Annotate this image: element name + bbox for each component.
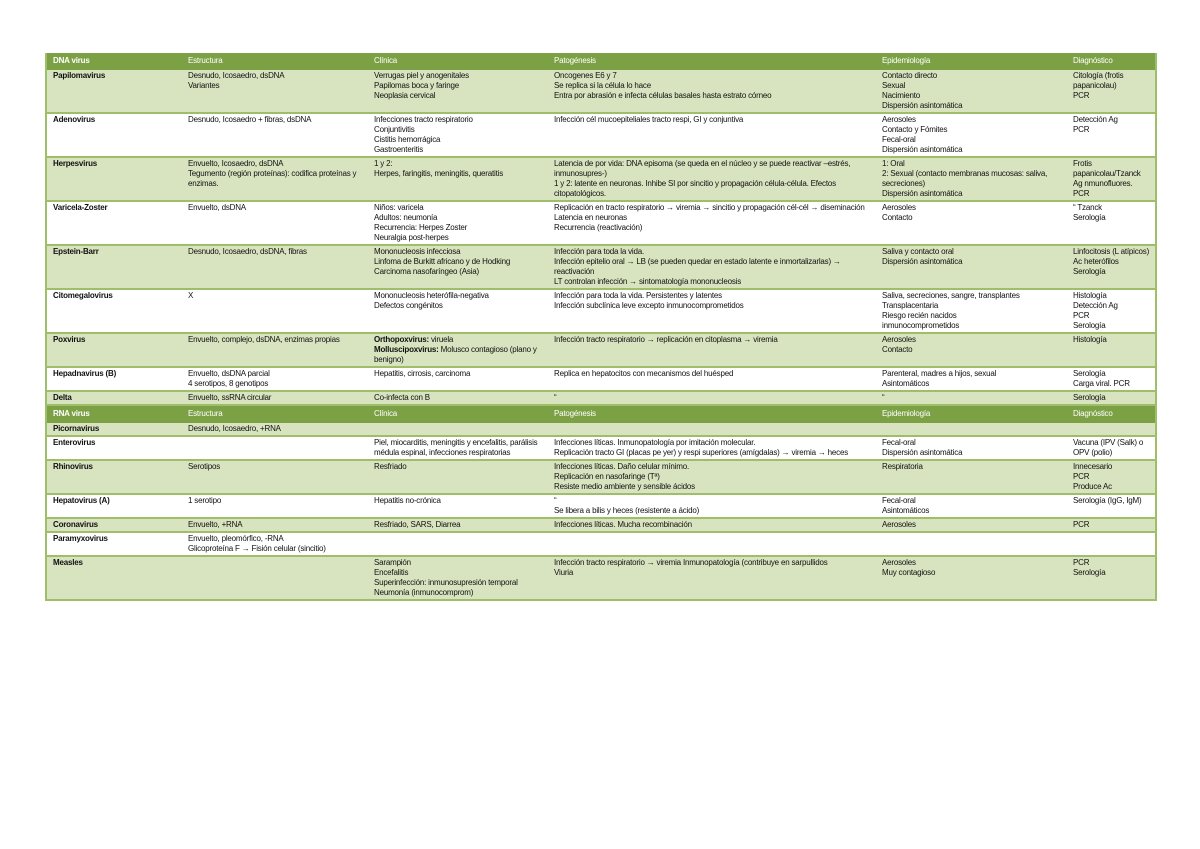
patogenesis-cell	[548, 532, 876, 556]
cell-line: Recurrencia: Herpes Zoster	[374, 223, 468, 232]
cell-line: Resiste medio ambiente y sensible ácidos	[554, 482, 695, 491]
epidemiologia-cell	[876, 333, 1067, 367]
cell-line: Envuelto, +RNA	[188, 520, 243, 529]
cell-line: PCR	[1073, 472, 1090, 481]
estructura-cell	[182, 391, 368, 405]
cell-line: Mononucleosis heterófila-negativa	[374, 291, 489, 300]
cell-line: Linfoma de Burkitt africano y de Hodking	[374, 257, 511, 266]
cell-line: Carga viral. PCR	[1073, 379, 1130, 388]
cell-line: Asintomáticos	[882, 379, 930, 388]
cell-line: Serología (IgG, IgM)	[1073, 496, 1142, 505]
cell-line: Contacto	[882, 213, 913, 222]
diagnostico-cell	[1067, 460, 1156, 494]
cell-line: Envuelto, complejo, dsDNA, enzimas propias	[188, 335, 340, 344]
table-row	[46, 532, 1156, 556]
cell-line: Detección Ag	[1073, 301, 1118, 310]
cell-line: Detección Ag	[1073, 115, 1118, 124]
cell-line: Muy contagioso	[882, 568, 936, 577]
cell-line: Serología	[1073, 393, 1106, 402]
epidemiologia-cell	[876, 245, 1067, 289]
cell-line: Envuelto, dsDNA parcial	[188, 369, 270, 378]
cell-line: Transplacentaria	[882, 301, 939, 310]
table-row	[46, 518, 1156, 532]
cell-line: Se replica si la célula lo hace	[554, 81, 651, 90]
cell-line: “ Tzanck	[1073, 203, 1102, 212]
cell-line: Resfriado, SARS, Diarrea	[374, 520, 461, 529]
dna-header-row	[46, 53, 1156, 70]
cell-line: Contacto y Fómites	[882, 125, 948, 134]
cell-line: Oncogenes E6 y 7	[554, 71, 617, 80]
patogenesis-cell	[548, 245, 876, 289]
estructura-cell	[182, 423, 368, 436]
cell-line: “	[554, 393, 557, 402]
diagnostico-cell	[1067, 556, 1156, 600]
cell-line: Linfocitosis (L atípicos)	[1073, 247, 1150, 256]
patogenesis-cell	[548, 113, 876, 157]
cell-line: Replicación en tracto respiratorio → viremia → sincitio y propagación cél-cél → diseminación	[554, 203, 865, 212]
virus-name-cell: Citomegalovirus	[46, 289, 182, 333]
diagnostico-cell	[1067, 113, 1156, 157]
patogenesis-cell	[548, 201, 876, 245]
cell-line: Dispersión asintomática	[882, 145, 963, 154]
cell-line: Cistitis hemorrágica	[374, 135, 441, 144]
cell-line: Se libera a bilis y heces (resistente a ácido)	[554, 506, 700, 515]
cell-line: Dispersión asintomática	[882, 257, 963, 266]
cell-line: Replica en hepatocitos con mecanismos del huésped	[554, 369, 734, 378]
cell-line: Carcinoma nasofaríngeo (Asia)	[374, 267, 479, 276]
cell-line: Riesgo recién nacidos	[882, 311, 957, 320]
cell-line: Infecciones líticas. Daño celular mínimo.	[554, 462, 689, 471]
cell-line: PCR	[1073, 520, 1090, 529]
table-row	[46, 423, 1156, 436]
column-header: Diagnóstico	[1067, 405, 1156, 423]
cell-line: Hepatitis, cirrosis, carcinoma	[374, 369, 471, 378]
cell-line: Herpes, faringitis, meningitis, queratitis	[374, 169, 503, 178]
cell-line: Parenteral, madres a hijos, sexual	[882, 369, 997, 378]
column-header: Epidemiología	[876, 53, 1067, 70]
cell-line: Desnudo, Icosaedro, +RNA	[188, 424, 281, 433]
cell-line: Neumonía (inmunocomprom)	[374, 588, 474, 597]
cell-line: Variantes	[188, 81, 220, 90]
patogenesis-cell	[548, 460, 876, 494]
cell-line: Infección tracto respiratorio → viremia Inmunopatología (contribuye en sarpullidos	[554, 558, 828, 567]
cell-line: Infección epitelio oral → LB (se pueden quedar en estado latente e inmortalizarlas) → reactivación	[554, 257, 843, 276]
cell-line: Resfriado	[374, 462, 407, 471]
epidemiologia-cell	[876, 518, 1067, 532]
epidemiologia-cell	[876, 460, 1067, 494]
patogenesis-cell	[548, 367, 876, 391]
cell-line: Infección subclínica leve excepto inmunocomprometidos	[554, 301, 744, 310]
epidemiologia-cell	[876, 157, 1067, 201]
cell-line: PCR	[1073, 311, 1090, 320]
epidemiologia-cell	[876, 532, 1067, 556]
clinica-cell	[368, 556, 548, 600]
cell-line: Histología	[1073, 291, 1107, 300]
diagnostico-cell	[1067, 423, 1156, 436]
cell-line: Gastroenteritis	[374, 145, 424, 154]
cell-line	[374, 335, 544, 345]
epidemiologia-cell	[876, 289, 1067, 333]
cell-line: Infecciones líticas. Inmunopatología por imitación molecular.	[554, 438, 756, 447]
estructura-cell	[182, 70, 368, 113]
cell-line: 1 y 2:	[374, 159, 393, 168]
clinica-cell	[368, 494, 548, 518]
clinica-cell	[368, 367, 548, 391]
cell-line: Innecesario	[1073, 462, 1113, 471]
column-header: Clínica	[368, 53, 548, 70]
patogenesis-cell	[548, 436, 876, 460]
genus-description: Molusco contagioso (plano y benigno)	[374, 345, 539, 364]
table-row	[46, 556, 1156, 600]
cell-line: 1 serotipo	[188, 496, 222, 505]
cell-line: Mononucleosis infecciosa	[374, 247, 461, 256]
cell-line: Papilomas boca y faringe	[374, 81, 460, 90]
cell-line: inmunocomprometidos	[882, 321, 960, 330]
estructura-cell	[182, 289, 368, 333]
cell-line: Produce Ac	[1073, 482, 1112, 491]
epidemiologia-cell	[876, 201, 1067, 245]
cell-line: Serología	[1073, 321, 1106, 330]
patogenesis-cell	[548, 556, 876, 600]
cell-line: Fecal-oral	[882, 496, 916, 505]
rna-header-row	[46, 405, 1156, 423]
cell-line: Envuelto, dsDNA	[188, 203, 246, 212]
cell-line: Viuria	[554, 568, 574, 577]
estructura-cell	[182, 436, 368, 460]
estructura-cell	[182, 494, 368, 518]
table-row	[46, 289, 1156, 333]
column-header: Clínica	[368, 405, 548, 423]
column-header: Diagnóstico	[1067, 53, 1156, 70]
cell-line: Piel, miocarditis, meningitis y encefalitis, parálisis médula espinal, infecciones respiratorias	[374, 438, 540, 457]
cell-line: Replicación en nasofaringe (Tª)	[554, 472, 660, 481]
patogenesis-cell	[548, 391, 876, 405]
estructura-cell	[182, 532, 368, 556]
cell-line: 2: Sexual (contacto membranas mucosas: saliva, secreciones)	[882, 169, 1050, 188]
patogenesis-cell	[548, 289, 876, 333]
cell-line: “	[554, 496, 557, 505]
clinica-cell	[368, 460, 548, 494]
clinica-cell	[368, 423, 548, 436]
clinica-cell	[368, 333, 548, 367]
cell-line: Histología	[1073, 335, 1107, 344]
cell-line: Neuralgia post-herpes	[374, 233, 449, 242]
diagnostico-cell	[1067, 436, 1156, 460]
cell-line: Envuelto, Icosaedro, dsDNA	[188, 159, 284, 168]
table-row	[46, 113, 1156, 157]
table-row	[46, 494, 1156, 518]
diagnostico-cell	[1067, 518, 1156, 532]
virus-name-cell: Picornavirus	[46, 423, 182, 436]
virus-name-cell: Coronavirus	[46, 518, 182, 532]
virus-name-cell: Measles	[46, 556, 182, 600]
virus-name-cell: Poxvirus	[46, 333, 182, 367]
cell-line: Serología	[1073, 369, 1106, 378]
patogenesis-cell	[548, 518, 876, 532]
virus-name-cell: Enterovirus	[46, 436, 182, 460]
epidemiologia-cell	[876, 367, 1067, 391]
virus-table-sheet	[45, 53, 1155, 601]
cell-line: Infecciones tracto respiratorio	[374, 115, 473, 124]
clinica-cell	[368, 245, 548, 289]
cell-line: Aerosoles	[882, 520, 916, 529]
patogenesis-cell	[548, 70, 876, 113]
cell-line: Ac heterófilos	[1073, 257, 1119, 266]
genus-label: Orthopoxvirus:	[374, 335, 429, 344]
table-row	[46, 367, 1156, 391]
cell-line: Serología	[1073, 267, 1106, 276]
cell-line: Hepatitis no-crónica	[374, 496, 441, 505]
cell-line: Citología (frotis papanicolau)	[1073, 71, 1126, 90]
cell-line: Dispersión asintomática	[882, 448, 963, 457]
virus-name-cell: Delta	[46, 391, 182, 405]
column-header: RNA virus	[46, 405, 182, 423]
table-row	[46, 391, 1156, 405]
virus-name-cell: Paramyxovirus	[46, 532, 182, 556]
cell-line: Verrugas piel y anogenitales	[374, 71, 469, 80]
estructura-cell	[182, 460, 368, 494]
cell-line: Respiratoria	[882, 462, 923, 471]
patogenesis-cell	[548, 423, 876, 436]
cell-line: Dispersión asintomática	[882, 101, 963, 110]
patogenesis-cell	[548, 333, 876, 367]
cell-line: Infección tracto respiratorio → replicación en citoplasma → viremia	[554, 335, 778, 344]
genus-label: Molluscipoxvirus:	[374, 345, 439, 354]
cell-line: Fecal-oral	[882, 135, 916, 144]
genus-description: viruela	[428, 335, 454, 344]
cell-line: Contacto directo	[882, 71, 938, 80]
cell-line: Frotis papanicolau/Tzanck	[1073, 159, 1141, 178]
diagnostico-cell	[1067, 391, 1156, 405]
estructura-cell	[182, 201, 368, 245]
cell-line: Replicación tracto GI (placas pe yer) y respi superiores (amígdalas) → viremia → heces	[554, 448, 849, 457]
virus-name-cell: Varicela-Zoster	[46, 201, 182, 245]
cell-line: Aerosoles	[882, 558, 916, 567]
clinica-cell	[368, 289, 548, 333]
clinica-cell	[368, 532, 548, 556]
cell-line: PCR	[1073, 91, 1090, 100]
cell-line: Aerosoles	[882, 335, 916, 344]
cell-line: Infecciones líticas. Mucha recombinación	[554, 520, 692, 529]
virus-name-cell: Rhinovirus	[46, 460, 182, 494]
cell-line: Envuelto, ssRNA circular	[188, 393, 272, 402]
cell-line: Sexual	[882, 81, 906, 90]
estructura-cell	[182, 518, 368, 532]
epidemiologia-cell	[876, 113, 1067, 157]
diagnostico-cell	[1067, 157, 1156, 201]
cell-line: PCR	[1073, 558, 1090, 567]
table-row	[46, 436, 1156, 460]
estructura-cell	[182, 157, 368, 201]
cell-line: Desnudo, Icosaedro, dsDNA	[188, 71, 285, 80]
epidemiologia-cell	[876, 70, 1067, 113]
cell-line: Superinfección: inmunosupresión temporal	[374, 578, 518, 587]
clinica-cell	[368, 157, 548, 201]
epidemiologia-cell	[876, 436, 1067, 460]
patogenesis-cell	[548, 494, 876, 518]
cell-line: 1 y 2: latente en neuronas. Inhibe SI por sincitio y propagación célula-célula. Efectos citopatológicos.	[554, 179, 838, 198]
cell-line: Aerosoles	[882, 115, 916, 124]
estructura-cell	[182, 367, 368, 391]
cell-line: Conjuntivitis	[374, 125, 415, 134]
cell-line: Nacimiento	[882, 91, 921, 100]
cell-line: Dispersión asintomática	[882, 189, 963, 198]
epidemiologia-cell	[876, 391, 1067, 405]
cell-line: Vacuna (IPV (Salk) o OPV (polio)	[1073, 438, 1146, 457]
cell-line: Adultos: neumonía	[374, 213, 438, 222]
clinica-cell	[368, 113, 548, 157]
cell-line: Infección para toda la vida.	[554, 247, 645, 256]
cell-line: Defectos congénitos	[374, 301, 443, 310]
cell-line: Saliva, secreciones, sangre, transplantes	[882, 291, 1020, 300]
table-row	[46, 157, 1156, 201]
diagnostico-cell	[1067, 532, 1156, 556]
virus-table	[45, 53, 1157, 601]
cell-line: “	[882, 393, 885, 402]
epidemiologia-cell	[876, 494, 1067, 518]
estructura-cell	[182, 113, 368, 157]
diagnostico-cell	[1067, 367, 1156, 391]
cell-line: Entra por abrasión e infecta células basales hasta estrato córneo	[554, 91, 772, 100]
cell-line: Neoplasia cervical	[374, 91, 436, 100]
column-header: Epidemiología	[876, 405, 1067, 423]
diagnostico-cell	[1067, 201, 1156, 245]
cell-line: Fecal-oral	[882, 438, 916, 447]
table-row	[46, 245, 1156, 289]
cell-line: Latencia de por vida: DNA episoma (se queda en el núcleo y se puede reactivar –estrés, inmunosupres-)	[554, 159, 853, 178]
diagnostico-cell	[1067, 494, 1156, 518]
column-header: DNA virus	[46, 53, 182, 70]
patogenesis-cell	[548, 157, 876, 201]
clinica-cell	[368, 436, 548, 460]
column-header: Patogénesis	[548, 53, 876, 70]
cell-line: Serología	[1073, 568, 1106, 577]
cell-line: 1: Oral	[882, 159, 905, 168]
epidemiologia-cell	[876, 556, 1067, 600]
virus-name-cell: Herpesvirus	[46, 157, 182, 201]
cell-line: Tegumento (región proteínas): codifica proteínas y enzimas.	[188, 169, 359, 188]
cell-line: Glicoproteína F → Fisión celular (sincitio)	[188, 544, 326, 553]
diagnostico-cell	[1067, 245, 1156, 289]
virus-name-cell: Hepadnavirus (B)	[46, 367, 182, 391]
diagnostico-cell	[1067, 289, 1156, 333]
table-row	[46, 201, 1156, 245]
cell-line: Desnudo, Icosaedro + fibras, dsDNA	[188, 115, 312, 124]
cell-line: Envuelto, pleomórfico, -RNA	[188, 534, 284, 543]
cell-line: Aerosoles	[882, 203, 916, 212]
clinica-cell	[368, 70, 548, 113]
virus-name-cell: Hepatovirus (A)	[46, 494, 182, 518]
estructura-cell	[182, 333, 368, 367]
cell-line: Asintomáticos	[882, 506, 930, 515]
table-row	[46, 333, 1156, 367]
cell-line: Infección cél mucoepiteliales tracto respi, GI y conjuntiva	[554, 115, 744, 124]
cell-line: Recurrencia (reactivación)	[554, 223, 643, 232]
cell-line: Serotipos	[188, 462, 220, 471]
cell-line	[374, 345, 544, 365]
cell-line: Niños: varicela	[374, 203, 424, 212]
diagnostico-cell	[1067, 70, 1156, 113]
virus-name-cell: Adenovirus	[46, 113, 182, 157]
cell-line: Desnudo, Icosaedro, dsDNA, fibras	[188, 247, 307, 256]
estructura-cell	[182, 556, 368, 600]
clinica-cell	[368, 518, 548, 532]
clinica-cell	[368, 391, 548, 405]
cell-line: Sarampión	[374, 558, 411, 567]
cell-line: Serología	[1073, 213, 1106, 222]
cell-line: LT controlan infección → sintomatología mononucleosis	[554, 277, 741, 286]
cell-line: Contacto	[882, 345, 913, 354]
cell-line: Co-infecta con B	[374, 393, 430, 402]
cell-line: Infección para toda la vida. Persistentes y latentes	[554, 291, 722, 300]
virus-name-cell: Epstein-Barr	[46, 245, 182, 289]
cell-line: 4 serotipos, 8 genotipos	[188, 379, 269, 388]
cell-line: PCR	[1073, 125, 1090, 134]
cell-line: PCR	[1073, 189, 1090, 198]
column-header: Estructura	[182, 405, 368, 423]
clinica-cell	[368, 201, 548, 245]
column-header: Estructura	[182, 53, 368, 70]
diagnostico-cell	[1067, 333, 1156, 367]
virus-name-cell: Papilomavirus	[46, 70, 182, 113]
table-row	[46, 70, 1156, 113]
cell-line: X	[188, 291, 194, 300]
estructura-cell	[182, 245, 368, 289]
cell-line: Latencia en neuronas	[554, 213, 627, 222]
epidemiologia-cell	[876, 423, 1067, 436]
table-row	[46, 460, 1156, 494]
column-header: Patogénesis	[548, 405, 876, 423]
cell-line: Saliva y contacto oral	[882, 247, 954, 256]
cell-line: Ag nmunofluores.	[1073, 179, 1133, 188]
cell-line: Encefalitis	[374, 568, 409, 577]
